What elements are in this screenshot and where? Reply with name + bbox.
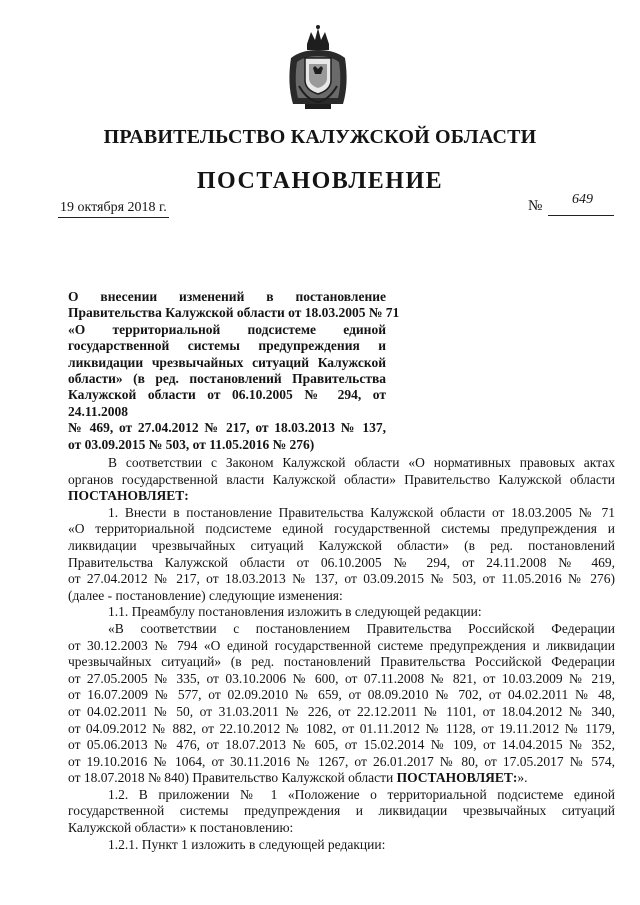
paragraph-1-line: от 27.04.2012 № 217, от 18.03.2013 № 137, от 03.09.2015 № 503, от 11.05.2016 № 276) (68, 571, 615, 587)
quote-line: чрезвычайных ситуаций» (в ред. постановлений Правительства Российской Федерации (68, 654, 615, 670)
paragraph-1-2-line: Калужской области» к постановлению: (68, 820, 294, 836)
subject-line: от 03.09.2015 № 503, от 11.05.2016 № 276) (68, 436, 315, 452)
document-date: 19 октября 2018 г. (58, 200, 169, 218)
quote-line: от 27.05.2005 № 335, от 03.10.2006 № 600, от 07.11.2008 № 821, от 10.03.2009 № 219, (68, 670, 615, 686)
paragraph-1-line: «О территориальной подсистеме единой государственной системы предупреждения и (68, 521, 615, 537)
subject-line: О внесении изменений в постановление (68, 289, 386, 304)
paragraph-1-2-1: 1.2.1. Пункт 1 изложить в следующей редакции: (108, 836, 386, 852)
subject-line: государственной системы предупреждения и (68, 338, 386, 354)
organization-title: ПРАВИТЕЛЬСТВО КАЛУЖСКОЙ ОБЛАСТИ (103, 126, 537, 148)
paragraph-1-line: (далее - постановление) следующие изменения: (68, 587, 343, 603)
quote-line: от 04.09.2012 № 882, от 22.10.2012 № 1082, от 01.11.2012 № 1128, от 19.11.2012 № 1179, (68, 720, 615, 736)
intro-line: В соответствии с Законом Калужской области «О нормативных правовых актах (108, 455, 615, 470)
quote-last-suffix: ». (517, 770, 528, 786)
document-body (68, 455, 615, 853)
resolves-word: ПОСТАНОВЛЯЕТ: (68, 488, 189, 504)
quote-last-prefix: от 18.07.2018 № 840) Правительство Калужской области (68, 770, 397, 786)
intro-line: органов государственной власти Калужской области» Правительство Калужской области (68, 471, 615, 487)
document-type-title: ПОСТАНОВЛЕНИЕ (196, 168, 444, 194)
subject-line: Правительства Калужской области от 18.03.2005 № 71 (68, 305, 400, 321)
paragraph-1-1: 1.1. Преамбулу постановления изложить в следующей редакции: (108, 604, 482, 620)
number-underline (548, 215, 614, 216)
paragraph-1-line: Правительства Калужской области от 06.10.2005 № 294, от 24.11.2008 № 469, (68, 554, 615, 570)
subject-line: «О территориальной подсистеме единой (68, 321, 386, 337)
subject-line: области» (в ред. постановлений Правительства (68, 371, 386, 387)
document-number: 649 (572, 192, 593, 207)
quote-last-line (68, 770, 615, 787)
resolves-heading (68, 488, 615, 505)
paragraph-1-2-line: государственной системы предупреждения и ликвидации чрезвычайных ситуаций (68, 803, 615, 819)
quote-line: от 16.07.2009 № 577, от 02.09.2010 № 659, от 08.09.2010 № 702, от 04.02.2011 № 48, (68, 687, 615, 703)
subject-line: № 469, от 27.04.2012 № 217, от 18.03.2013 № 137, (68, 420, 386, 436)
quote-line: от 19.10.2016 № 1064, от 30.11.2016 № 1267, от 26.01.2017 № 80, от 17.05.2017 № 574, (68, 753, 615, 769)
number-label: № (528, 198, 543, 214)
document-subject (68, 289, 400, 453)
quote-line: от 30.12.2003 № 794 «О единой государственной системе предупреждения и ликвидации (68, 637, 615, 653)
paragraph-1-2-line: 1.2. В приложении № 1 «Положение о территориальной подсистеме единой (108, 786, 615, 802)
paragraph-1-line: 1. Внести в постановление Правительства Калужской области от 18.03.2005 № 71 (108, 504, 615, 520)
subject-line: Калужской области от 06.10.2005 № 294, от 24.11.2008 (68, 387, 386, 419)
quote-line: от 05.06.2013 № 476, от 18.07.2013 № 605, от 15.02.2014 № 109, от 14.04.2015 № 352, (68, 737, 615, 753)
quote-line: «В соответствии с постановлением Правительства Российской Федерации (108, 620, 615, 636)
quote-resolves-word: ПОСТАНОВЛЯЕТ: (396, 770, 518, 786)
quote-line: от 04.02.2011 № 50, от 31.03.2011 № 226, от 22.12.2011 № 1101, от 18.04.2012 № 340, (68, 703, 615, 719)
paragraph-1-line: ликвидации чрезвычайных ситуаций Калужской области» (в ред. постановлений (68, 537, 615, 553)
subject-line: ликвидации чрезвычайных ситуаций Калужской (68, 354, 386, 370)
coat-of-arms-emblem (285, 24, 351, 112)
